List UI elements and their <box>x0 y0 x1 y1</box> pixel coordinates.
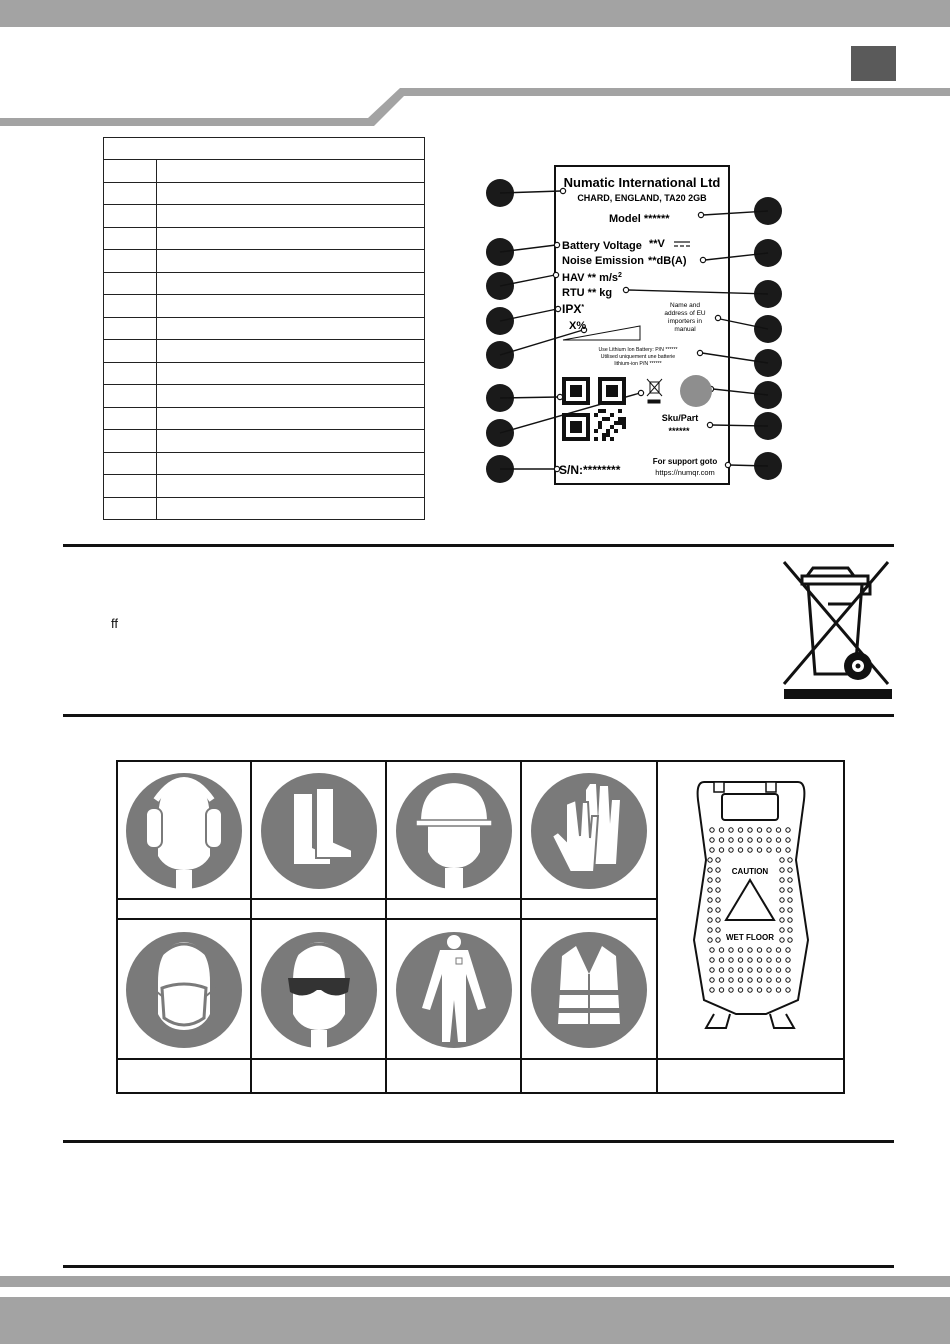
row-description-cell <box>157 160 425 183</box>
label-serial: S/N:******** <box>559 463 621 477</box>
label-importer-3: importers in <box>668 318 702 325</box>
label-address: CHARD, ENGLAND, TA20 2GB <box>577 193 707 203</box>
table-row <box>104 205 425 228</box>
overalls-icon <box>396 932 512 1048</box>
row-number-cell <box>104 362 157 385</box>
row-number-cell <box>104 272 157 295</box>
row-description-cell <box>157 182 425 205</box>
row-description-cell <box>157 430 425 453</box>
sign-caution-text: CAUTION <box>731 867 769 876</box>
row-description-cell <box>157 272 425 295</box>
row-number-cell <box>104 160 157 183</box>
table-row <box>104 340 425 363</box>
safety-boots-icon <box>261 773 377 889</box>
table-row <box>104 182 425 205</box>
table-row <box>104 430 425 453</box>
hard-hat-icon <box>396 773 512 890</box>
label-gradient: X% <box>569 320 587 332</box>
table-row <box>104 272 425 295</box>
row-number-cell <box>104 430 157 453</box>
section-divider <box>63 1265 894 1268</box>
label-importer-2: address of EU <box>664 310 706 317</box>
row-description-cell <box>157 205 425 228</box>
label-battery-1: Use Lithium Ion Battery: P/N ****** <box>598 347 678 353</box>
label-rtu: RTU ** kg <box>562 287 613 299</box>
row-number-cell <box>104 452 157 475</box>
row-number-cell <box>104 340 157 363</box>
sign-wet-floor-text: WET FLOOR <box>726 933 774 942</box>
label-battery-3: lithium-ion P/N ****** <box>614 361 662 367</box>
rating-label-diagram <box>480 160 790 500</box>
table-row <box>104 407 425 430</box>
top-bar <box>0 0 950 27</box>
weee-note-text: ff <box>111 616 118 631</box>
row-description-cell <box>157 452 425 475</box>
table-row <box>104 497 425 520</box>
table-row <box>104 385 425 408</box>
wet-floor-sign-icon <box>694 782 808 1028</box>
row-number-cell <box>104 497 157 520</box>
section-divider <box>63 1140 894 1143</box>
row-description-cell <box>157 407 425 430</box>
row-number-cell <box>104 227 157 250</box>
label-noise-emission: Noise Emission <box>562 255 644 267</box>
table-row <box>104 452 425 475</box>
table-row <box>104 475 425 498</box>
label-importer-1: Name and <box>670 302 700 309</box>
hi-vis-vest-icon <box>531 932 647 1048</box>
row-number-cell <box>104 182 157 205</box>
header-swoosh <box>0 80 950 130</box>
label-support-1: For support goto <box>652 457 718 466</box>
ear-defenders-icon <box>126 773 242 890</box>
label-company: Numatic International Ltd <box>563 175 721 190</box>
safety-glasses-icon <box>261 932 377 1048</box>
label-battery-voltage: Battery Voltage <box>562 240 642 252</box>
table-row <box>104 295 425 318</box>
label-voltage-value: **V <box>649 238 665 250</box>
row-number-cell <box>104 385 157 408</box>
row-description-cell <box>157 317 425 340</box>
section-divider <box>63 544 894 547</box>
label-sku-value: ****** <box>668 426 690 436</box>
table-row <box>104 250 425 273</box>
row-description-cell <box>157 340 425 363</box>
row-number-cell <box>104 475 157 498</box>
row-description-cell <box>157 250 425 273</box>
weee-crossed-bin-icon <box>780 558 893 700</box>
page-marker <box>851 46 896 81</box>
face-mask-icon <box>126 932 242 1048</box>
row-description-cell <box>157 295 425 318</box>
gloves-icon <box>531 773 647 889</box>
label-key-table <box>103 137 425 520</box>
label-hav: HAV ** $m/s^2$ <box>562 272 622 284</box>
table-header <box>104 138 425 160</box>
row-number-cell <box>104 205 157 228</box>
row-description-cell <box>157 475 425 498</box>
ppe-grid <box>116 760 845 1094</box>
row-description-cell <box>157 497 425 520</box>
row-number-cell <box>104 407 157 430</box>
row-description-cell <box>157 362 425 385</box>
row-description-cell <box>157 385 425 408</box>
table-row <box>104 362 425 385</box>
callouts-left <box>486 179 514 483</box>
label-sku: Sku/Part <box>661 413 699 423</box>
callouts-right <box>754 197 782 480</box>
ce-mark-placeholder <box>680 375 712 407</box>
row-number-cell <box>104 250 157 273</box>
table-row <box>104 227 425 250</box>
table-row <box>104 317 425 340</box>
label-noise-value: **dB(A) <box>648 255 687 267</box>
ppe-requirements-table <box>116 760 845 1094</box>
section-divider <box>63 714 894 717</box>
label-ipx: IPX* <box>562 302 585 316</box>
table-row <box>104 160 425 183</box>
footer-strip <box>0 1276 950 1287</box>
label-model: Model ****** <box>609 213 670 225</box>
row-number-cell <box>104 317 157 340</box>
label-support-2: https://numqr.com <box>655 468 715 477</box>
footer-bar <box>0 1297 950 1344</box>
label-battery-2: Utilised uniquement une batterie <box>600 354 676 360</box>
label-importer-4: manual <box>674 326 696 333</box>
row-description-cell <box>157 227 425 250</box>
row-number-cell <box>104 295 157 318</box>
